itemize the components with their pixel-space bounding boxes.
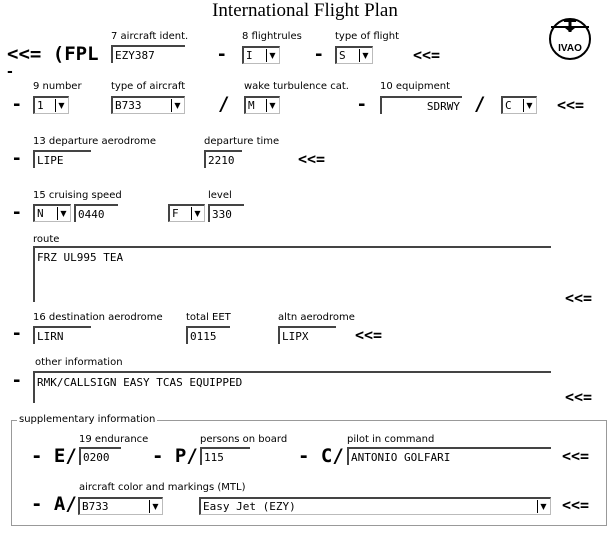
return-arrow-3: <<=	[298, 150, 326, 168]
speed-unit-value: N	[37, 207, 44, 220]
slash-separator: /	[474, 93, 486, 115]
return-arrow-2: <<=	[557, 96, 585, 114]
wake-turbulence-value: M	[248, 99, 255, 112]
flightrules-label: 8 flightrules	[242, 31, 302, 42]
livery-value: Easy Jet (EZY)	[203, 500, 296, 513]
level-unit-select[interactable]	[168, 204, 205, 222]
endurance-label: 19 endurance	[79, 434, 149, 445]
return-arrow-5: <<=	[355, 326, 383, 344]
type-of-flight-select[interactable]	[335, 46, 373, 64]
chevron-down-icon[interactable]: ▼	[266, 49, 278, 62]
chevron-down-icon[interactable]: ▼	[359, 49, 371, 62]
total-eet-label: total EET	[186, 312, 231, 323]
dash-separator: -	[218, 44, 226, 65]
dash-separator: -	[13, 323, 21, 344]
departure-time-input[interactable]: 2210	[204, 150, 242, 168]
type-of-flight-label: type of flight	[335, 31, 400, 42]
chevron-down-icon[interactable]: ▼	[149, 500, 161, 513]
surveillance-value: C	[505, 99, 512, 112]
departure-time-label: departure time	[204, 136, 280, 147]
dash-separator: -	[13, 202, 21, 223]
ivao-logo	[547, 14, 593, 60]
pilot-label: pilot in command	[347, 434, 435, 445]
return-arrow-6: <<=	[565, 388, 593, 406]
number-select[interactable]	[33, 96, 69, 114]
return-arrow-7: <<=	[562, 447, 590, 465]
dash-separator: -	[13, 94, 21, 115]
dash-separator: -	[7, 64, 13, 80]
number-label: 9 number	[33, 81, 82, 92]
return-arrow-4: <<=	[565, 289, 593, 307]
type-of-flight-value: S	[339, 49, 346, 62]
pilot-prefix: - C/	[298, 445, 344, 467]
dash-separator: -	[13, 148, 21, 169]
equipment-input[interactable]: SDRWY	[380, 96, 462, 114]
altn-aerodrome-label: altn aerodrome	[278, 312, 355, 323]
wake-turbulence-label: wake turbulence cat.	[244, 81, 349, 92]
route-label: route	[33, 234, 60, 245]
level-unit-value: F	[172, 207, 179, 220]
endurance-input[interactable]: 0200	[79, 447, 121, 465]
chevron-down-icon[interactable]: ▼	[537, 500, 549, 513]
wake-turbulence-select[interactable]	[244, 96, 280, 114]
logo-text: IVAO	[558, 43, 582, 54]
chevron-down-icon[interactable]: ▼	[55, 99, 67, 112]
surveillance-select[interactable]	[501, 96, 537, 114]
speed-unit-select[interactable]	[33, 204, 71, 222]
page-title: International Flight Plan	[212, 0, 398, 21]
chevron-down-icon[interactable]: ▼	[266, 99, 278, 112]
dash-separator: -	[315, 44, 323, 65]
number-value: 1	[37, 99, 44, 112]
equipment-label: 10 equipment	[380, 81, 451, 92]
return-arrow-8: <<=	[562, 496, 590, 514]
departure-aerodrome-label: 13 departure aerodrome	[33, 136, 157, 147]
chevron-down-icon[interactable]: ▼	[191, 207, 203, 220]
aircraft-color-value: B733	[82, 500, 109, 513]
slash-separator: /	[218, 93, 230, 115]
destination-aerodrome-label: 16 destination aerodrome	[33, 312, 163, 323]
level-input[interactable]: 330	[208, 204, 244, 222]
pilot-input[interactable]: ANTONIO GOLFARI	[347, 447, 551, 465]
supplementary-legend: supplementary information	[19, 414, 156, 425]
type-of-aircraft-select[interactable]	[111, 96, 185, 114]
other-info-label: other information	[35, 357, 123, 368]
cruising-speed-input[interactable]: 0440	[74, 204, 118, 222]
aircraft-color-select[interactable]	[78, 497, 163, 515]
total-eet-input[interactable]: 0115	[186, 326, 230, 344]
dash-separator: -	[358, 94, 366, 115]
aircraft-ident-input[interactable]: EZY387	[111, 45, 185, 63]
type-of-aircraft-value: B733	[115, 99, 142, 112]
chevron-down-icon[interactable]: ▼	[523, 99, 535, 112]
persons-prefix: - P/	[152, 445, 198, 467]
altn-aerodrome-input[interactable]: LIPX	[278, 326, 336, 344]
destination-aerodrome-input[interactable]: LIRN	[33, 326, 91, 344]
chevron-down-icon[interactable]: ▼	[57, 207, 69, 220]
type-of-aircraft-label: type of aircraft	[111, 81, 186, 92]
other-info-textarea[interactable]: RMK/CALLSIGN EASY TCAS EQUIPPED	[33, 371, 551, 403]
level-label: level	[208, 190, 232, 201]
return-arrow-1: <<=	[413, 46, 441, 64]
livery-select[interactable]	[199, 497, 551, 515]
aircraft-color-label: aircraft color and markings (MTL)	[79, 482, 246, 493]
persons-label: persons on board	[200, 434, 288, 445]
dash-separator: -	[13, 370, 21, 391]
aircraft-ident-label: 7 aircraft ident.	[111, 31, 189, 42]
cruising-speed-label: 15 cruising speed	[33, 190, 122, 201]
flightrules-select[interactable]	[242, 46, 280, 64]
endurance-prefix: - E/	[31, 445, 77, 467]
fpl-prefix: <<= (FPL	[7, 43, 99, 65]
chevron-down-icon[interactable]: ▼	[171, 99, 183, 112]
departure-aerodrome-input[interactable]: LIPE	[33, 150, 91, 168]
flightrules-value: I	[246, 49, 253, 62]
persons-input[interactable]: 115	[200, 447, 250, 465]
route-textarea[interactable]: FRZ UL995 TEA	[33, 246, 551, 302]
aircraft-color-prefix: - A/	[31, 493, 77, 515]
